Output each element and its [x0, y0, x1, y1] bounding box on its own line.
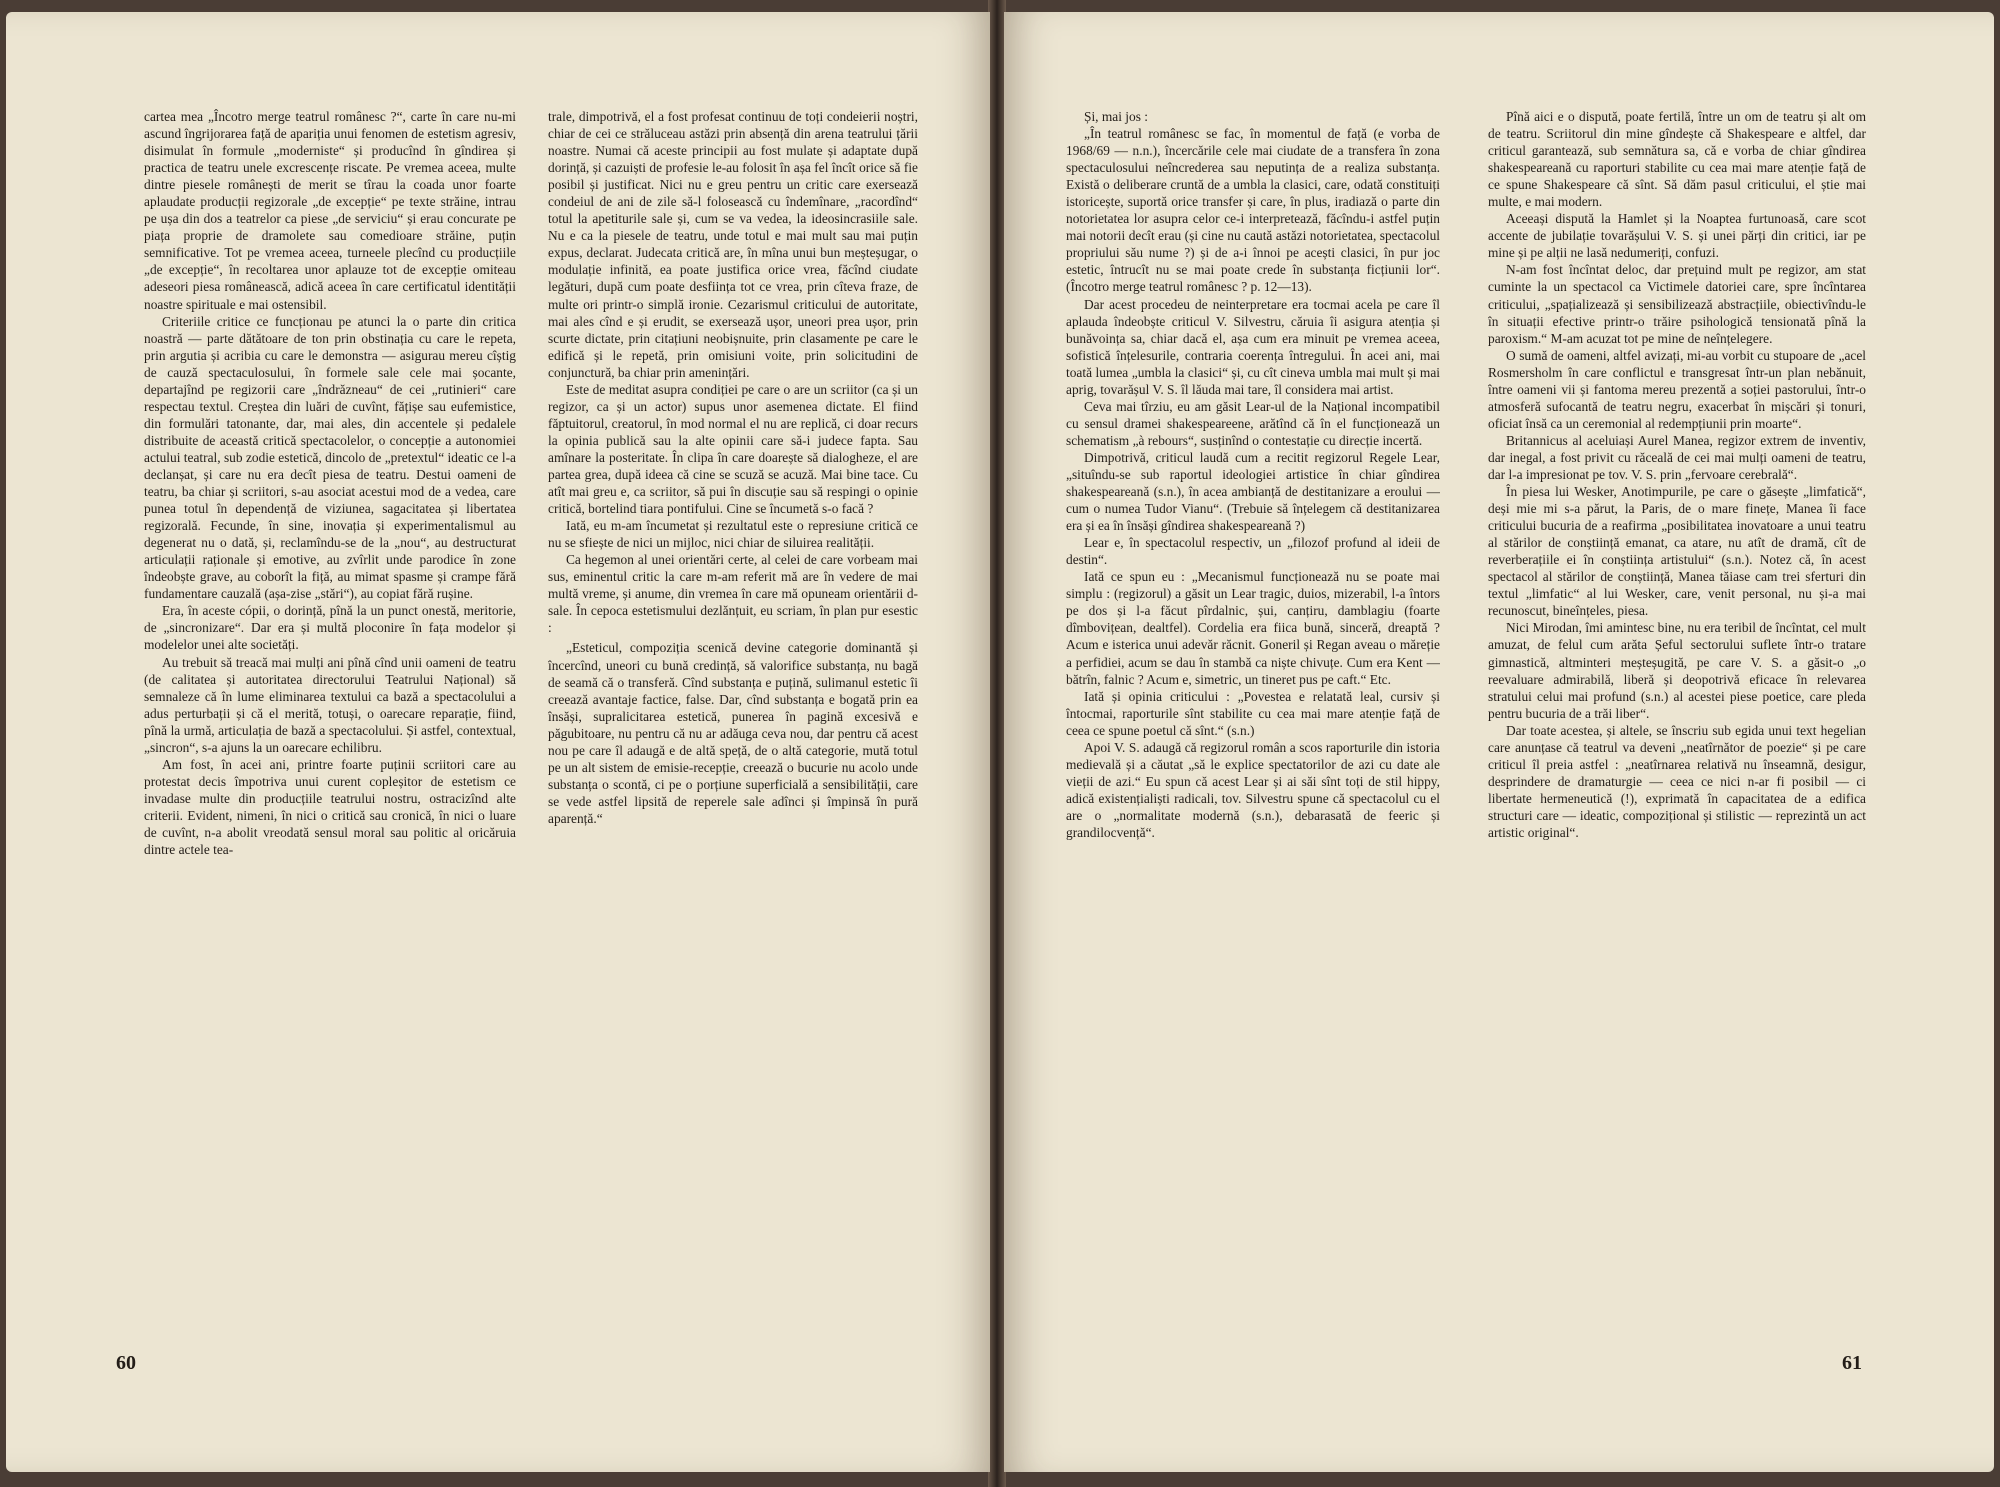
- right-page: [1004, 12, 1994, 1472]
- paragraph: Iată ce spun eu : „Mecanismul funcționează nu se poate mai simplu : (regizorul) a găsit un Lear tragic, duios, mizerabil, l-a întors pe dos și l-a făcut pîrdalnic, șui, canțiru, damblagiu (foarte dîmbovițean, dealtfel). Cordelia era fiica bună, sinceră, dreaptă ? Acum e isterica unui adevăr răcnit. Goneril și Regan aveau o măreție a perfidiei, acum se dau în stambă ca niște chivuțe. Cum era Kent — bătrîn, falnic ? Acum e, simetric, un tineret pus pe caft.“ Etc.: [1066, 569, 1440, 687]
- paragraph: „Esteticul, compoziția scenică devine categorie dominantă și încercînd, uneori cu bună credință, să valorifice substanța, nu bagă de seamă că o transferă. Cînd substanța e puțină, sulimanul estetic îi creează avantaje factice, false. Dar, cînd substanța e bogată prin ea însăși, supralicitarea estetică, punerea în pagină excesivă e păgubitoare, nu pentru că nu ar adăuga ceva nou, dar pentru că acest nou pe care îl adaugă e de altă speță, de o altă categorie, mută totul pe un alt sistem de emisie-recepție, creează o bucurie nu acolo unde substanța o scontă, ci pe o porțiune superficială a sensibilității, care se vede astfel lipsită de reperele sale adînci și împinsă în pură aparență.“: [548, 640, 918, 826]
- page-number-left: 60: [116, 1352, 136, 1374]
- paragraph: Pînă aici e o dispută, poate fertilă, între un om de teatru și alt om de teatru. Scriitorul din mine gîndește că Shakespeare e altfel, dar criticul garantează, sub semnătura sa, că e vorba de chiar gîndirea shakespeareană cu raporturi stabilite cu cea mai mare atenție față de ce spune Shakespeare că sînt. Să dăm pasul criticului, el știe mai multe, e mai modern.: [1488, 109, 1866, 210]
- paragraph: Britannicus al aceluiași Aurel Manea, regizor extrem de inventiv, dar inegal, a fost privit cu răceală de cei mai mulți oameni de teatru, dar l-a impresionat pe tov. V. S. prin „fervoare cerebrală“.: [1488, 432, 1866, 482]
- right-column-2: [1488, 108, 1866, 1338]
- paragraph: Criteriile critice ce funcționau pe atunci la o parte din critica noastră — parte dătătoare de ton prin obstinația cu care le repeta, prin argutia și acribia cu care le demonstra — asigurau mereu cîștig de cauză spectaculosului, în formele sale cele mai șocante, departajînd pe regizorii care „îndrăzneau“ de cei „rutinieri“ care respectau textul. Creștea din luări de cuvînt, fățișe sau eufemistice, din formulări tatonante, dar, mai ales, din accentele și pedalele distribuite de această critică spectacolelor, o concepție a autonomiei actului teatral, sub zodie estetică, dincolo de „pretextul“ ideatic ce l-a declanșat, și care nu era decît piesa de teatru. Destui oameni de teatru, ba chiar și scriitori, s-au asociat acestui mod de a vedea, care punea totul în dependență de viziunea, sagacitatea și libertatea regizorală. Fecunde, în sine, inovația și experimentalismul au degenerat nu o dată, și, reclamîndu-se de la „nou“, au destructurat articulații raționale și emotive, au zvîrlit unde parodice în zone îndeobște grave, au coborît la fiță, au mimat spasme și crampe fără fundamentare cauzală (așa-zise „stări“), au copiat fără rușine.: [144, 313, 516, 602]
- right-column-1: [1066, 108, 1440, 1338]
- paragraph: Iată și opinia criticului : „Povestea e relatată leal, cursiv și întocmai, raporturile sînt stabilite cu cea mai mare atenție față de ceea ce spune poetul că sînt.“ (s.n.): [1066, 688, 1440, 738]
- paragraph: Lear e, în spectacolul respectiv, un „filozof profund al ideii de destin“.: [1066, 535, 1440, 568]
- paragraph: Ceva mai tîrziu, eu am găsit Lear-ul de la Național incompatibil cu sensul dramei shakespeareene, arătînd că în el funcționează un schematism „à rebours“, susținînd o contestație cu direcție incertă.: [1066, 398, 1440, 448]
- paragraph: Era, în aceste cópii, o dorință, pînă la un punct onestă, meritorie, de „sincronizare“. Dar era și multă ploconire în fața modelor și modelelor unei alte societăți.: [144, 603, 516, 653]
- paragraph: Am fost, în acei ani, printre foarte puținii scriitori care au protestat decis împotriva unui curent copleșitor de estetism ce invadase multe din producțiile teatrului nostru, ostracizînd alte criterii. Evident, nimeni, în nici o critică sau cronică, în nici o luare de cuvînt, n-a abolit vreodată sensul moral sau politic al oricăruia dintre actele tea-: [144, 756, 516, 858]
- left-column-2: [548, 108, 918, 1338]
- paragraph: Dar toate acestea, și altele, se înscriu sub egida unui text hegelian care anunțase că teatrul va deveni „neatîrnător de poezie“ și pe care criticul îl preia astfel : „neatîrnarea relativă nu înseamnă, desigur, desprindere de dramaturgie — ceea ce nici n-ar fi posibil — ci libertate hermeneutică (!), exprimată în capacitatea de a edifica structuri care — ideatic, compozițional și stilistic — reprezintă un act artistic original“.: [1488, 722, 1866, 840]
- paragraph: trale, dimpotrivă, el a fost profesat continuu de toți condeierii noștri, chiar de cei ce străluceau astăzi prin absență din arena teatrului țării noastre. Numai că aceste principii au fost mulate și adaptate după dorință, și cazuiști de profesie le-au folosit în așa fel încît orice să fie posibil și justificat. Nici nu e greu pentru un critic care exersează condeiul de ani de zile să-l folosească cu îndemînare, „racordînd“ totul la apetiturile sale și, cum se va vedea, la ideosincrasiile sale. Nu e ca la piesele de teatru, unde totul e mai mult sau mai puțin expus, declarat. Judecata critică are, în mîna unui bun meșteșugar, o modulație infinită, ea poate justifica orice vrea, făcînd ciudate legături, după cum poate desființa tot ce vrea, prin cîteva fraze, de multe ori printr-o simplă ironie. Cezarismul criticului de autoritate, mai ales cînd e și erudit, se exersează ușor, uneori prea ușor, prin scurte dictate, prin citațiuni neobișnuite, prin clasamente pe care le edifică și le repetă, prin omisiuni voite, prin solicitudini de conjunctură, ba chiar prin amenințări.: [548, 109, 918, 380]
- paragraph: Și, mai jos :: [1084, 109, 1148, 124]
- paragraph: Ca hegemon al unei orientări certe, al celei de care vorbeam mai sus, eminentul critic la care m-am referit mă are în vedere de mai multă vreme, și anume, din vremea în care mă opuneam orientării d-sale. În cepoca estetismului dezlănțuit, eu scriam, în plan pur esestic :: [548, 552, 918, 636]
- paragraph: cartea mea „Încotro merge teatrul românesc ?“, carte în care nu-mi ascund îngrijorarea față de apariția unui fenomen de estetism agresiv, disimulat în formule „moderniste“ și producînd în gîndirea și practica de teatru unele excrescențe riscate. Pe vremea aceea, multe dintre piesele românești de merit se tîrau la coada unor foarte aplaudate producții regizorale „de excepție“ pe texte străine, intrau pe ușa din dos a teatrelor ca piese „de serviciu“ și erau concurate pe piața proprie de dramolete sau comedioare străine, puțin semnificative. Tot pe vremea aceea, turneele plecînd cu producțiile „de excepție“, în recoltarea unor aplauze tot de excepție omiteau adeseori piesa românească, adică aceea în care certificatul identității noastre spirituale e mai ostensibil.: [144, 109, 516, 312]
- paragraph: N-am fost încîntat deloc, dar prețuind mult pe regizor, am stat cuminte la un spectacol ca Victimele datoriei care, spre încîntarea criticului, „spațializează și sensibilizează abstracțiile, obiectivîndu-le în situații efective printr-o trăire psihologică tensionată pînă la paroxism.“ M-am acuzat tot pe mine de neînțelegere.: [1488, 262, 1866, 346]
- left-page: [6, 12, 990, 1472]
- paragraph: În piesa lui Wesker, Anotimpurile, pe care o găsește „limfatică“, deși mie mi s-a părut, la Paris, de o mare finețe, Manea îi face criticului bucuria de a reafirma „posibilitatea inovatoare a unui teatru al stărilor de conștiință emanat, ca atare, nu atît de dramă, cît de reverberațiile ei în conștiința artistului“ (s.n.). Notez că, în acest spectacol al stărilor de conștiință, Manea tăiase cam trei sferturi din textul „limfatic“ al lui Wesker, care, venit personal, nu și-a mai recunoscut, bineînțeles, piesa.: [1488, 484, 1866, 619]
- paragraph: Dimpotrivă, criticul laudă cum a recitit regizorul Regele Lear, „situîndu-se sub raportul ideologiei artistice în chiar gîndirea shakespeareană (s.n.), în acea ambianță de destitanizare a eroului — cum o numea Tudor Vianu“. (Trebuie să înțelegem că destitanizarea era și ea în însăși gîndirea shakespeareană ?): [1066, 449, 1440, 534]
- left-column-1: [144, 108, 516, 1338]
- paragraph: Aceeași dispută la Hamlet și la Noaptea furtunoasă, care scot accente de jubilație tovarășului V. S. și unei părți din critici, iar pe mine și pe alții ne lasă nedumeriți, confuzi.: [1488, 211, 1866, 261]
- paragraph: Au trebuit să treacă mai mulți ani pînă cînd unii oameni de teatru (de calitatea și autoritatea directorului Teatrului Național) să semnaleze că în lume eliminarea textului ca bază a spectacolului a adus perturbații și că el merită, totuși, o oarecare reparație, fiind, pînă la urmă, articulația de bază a spectacolului. Și astfel, contextual, „sincron“, s-a ajuns la un oarecare echilibru.: [144, 654, 516, 755]
- page-number-right: 61: [1842, 1352, 1862, 1374]
- paragraph: Iată, eu m-am încumetat și rezultatul este o represiune critică ce nu se sfiește de nici un mijloc, nici chiar de siluirea realității.: [548, 518, 918, 551]
- paragraph: „În teatrul românesc se fac, în momentul de față (e vorba de 1968/69 — n.n.), încercările cele mai ciudate de a transfera în zona spectaculosului neîncrederea sau neputința de a realiza substanța. Există o deliberare cruntă de a umbla la clasici, care, odată constituiți istoricește, suportă orice transfer și care, în plus, iradiază o parte din notorietatea lor asupra celor ce-i interpretează, făcîndu-i astfel puțin mai notorii decît erau (și cine nu caută astăzi notorietatea, spectacolul propriului său nume ?) și de a-i înnoi pe acești clasici, în pur joc estetic, întrucît nu se mai poate crede în substanța ficțiunii lor“. (Încotro merge teatrul românesc ? p. 12—13).: [1066, 126, 1440, 295]
- paragraph: Nici Mirodan, îmi amintesc bine, nu era teribil de încîntat, cel mult amuzat, de felul cum arăta Șeful sectorului suflete într-o tratare gimnastică, altminteri meșteșugită, pe care V. S. a găsit-o „o reevaluare admirabilă, liberă și deopotrivă eficace în relevarea stratului celui mai profund (s.n.) al acestei piese poetice, care pleda pentru bucuria de a trăi liber“.: [1488, 620, 1866, 721]
- paragraph: Dar acest procedeu de neinterpretare era tocmai acela pe care îl aplauda îndeobște criticul V. Silvestru, căruia îi asigura atenția și bunăvoința sa, chiar dacă el, așa cum era minuit pe vremea aceea, sofistică înțelesurile, contraria coerența întregului. În acei ani, mai toată lumea „umbla la clasici“ și, cu cît cineva umbla mai mult și mai aprig, tovarășul V. S. îl lăuda mai tare, îl considera mai artist.: [1066, 296, 1440, 397]
- paragraph: O sumă de oameni, altfel avizați, mi-au vorbit cu stupoare de „acel Rosmersholm în care conflictul e transgresat într-un plan nebănuit, între oameni vii și fantoma mereu prezentă a soției pastorului, într-o atmosferă sufocantă de teatru negru, exacerbat în mișcări și tonuri, oficiat însă ca un ceremonial al redempțiunii prin moarte“.: [1488, 347, 1866, 431]
- paragraph: Este de meditat asupra condiției pe care o are un scriitor (ca și un regizor, ca și un actor) supus unor asemenea dictate. El fiind făptuitorul, creatorul, în mod normal el nu are replică, ci doar recurs la opinia publică sau la alte opinii care să-i judece fapta. Sau amînare la posteritate. În clipa în care doarește să dialogheze, el are partea grea, după ideea că cine se scuză se acuză. Mai bine tace. Cu atît mai greu e, ca scriitor, să pui în discuție sau să respingi o opinie critică, bortelind tiara pontifului. Cine se încumetă s-o facă ?: [548, 381, 918, 517]
- paragraph: Apoi V. S. adaugă că regizorul român a scos raporturile din istoria medievală și a căutat „să le explice spectatorilor de azi cu date ale vieții de azi.“ Eu spun că acest Lear și ai săi sînt toți de stil hippy, adică existențialiști radicali, tov. Silvestru spune că spectacolul cu el are o „normalitate modernă (s.n.), debarasată de feeric și grandilocvență“.: [1066, 739, 1440, 840]
